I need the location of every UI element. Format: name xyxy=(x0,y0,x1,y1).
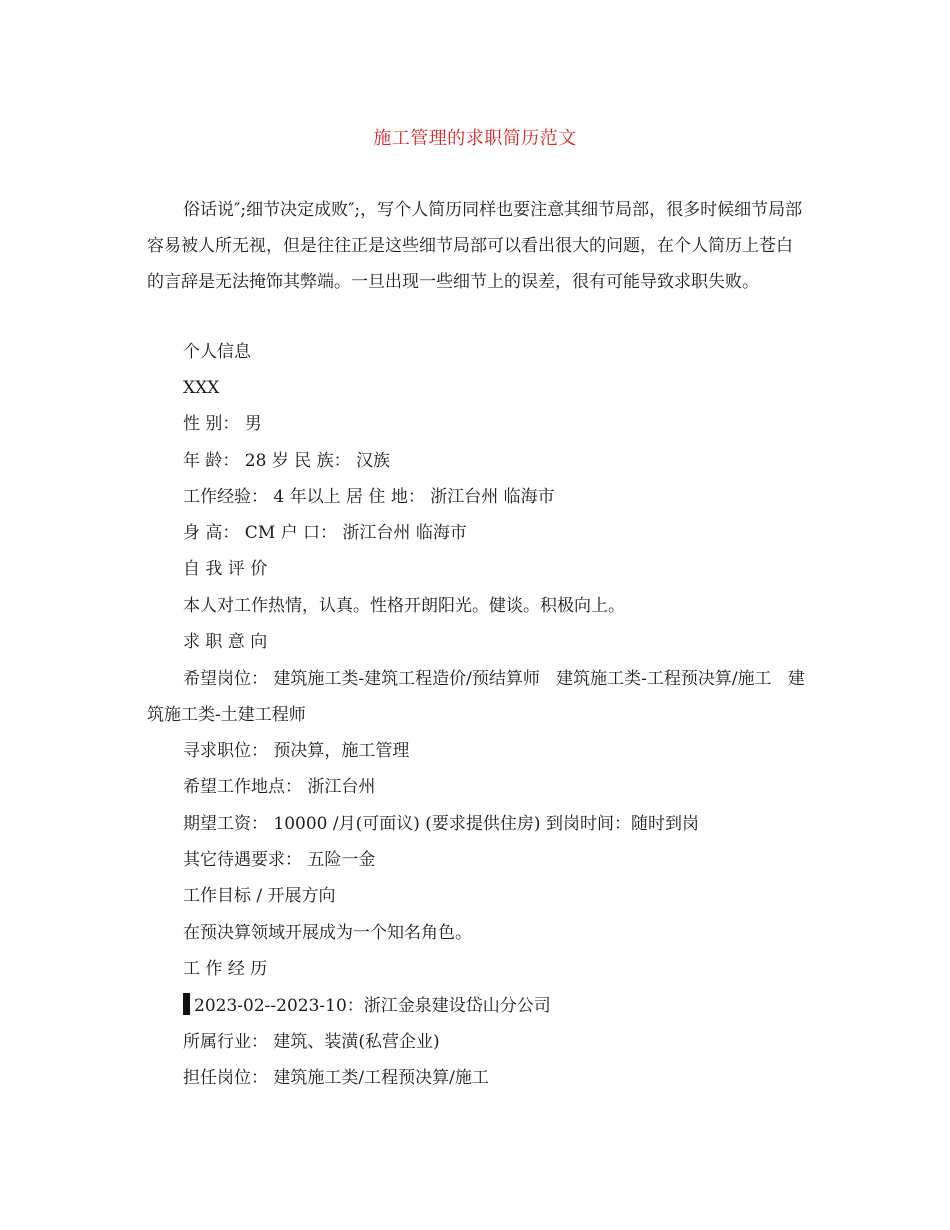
experience-line: 工作经验： 4 年以上 居 住 地： 浙江台州 临海市 xyxy=(183,487,555,507)
job1-position: 担任岗位： 建筑施工类/工程预决算/施工 xyxy=(183,1068,489,1088)
height-line: 身 高： CM 户 口： 浙江台州 临海市 xyxy=(183,523,467,543)
intro-paragraph: 俗话说″;细节决定成败″;，写个人简历同样也要注意其细节局部，很多时候细节局部容易被人所无视，但是往往正是这些细节局部可以看出很大的问题，在个人简历上苍白的言辞是无法掩饰其弊端。一旦出现一些细节上的误差，很有可能导致求职失败。 xyxy=(147,200,803,292)
age-line: 年 龄： 28 岁 民 族： 汉族 xyxy=(183,451,391,471)
section-marker-bar xyxy=(183,993,190,1015)
gender-line: 性 别： 男 xyxy=(183,414,262,434)
work-heading: 工 作 经 历 xyxy=(183,959,268,979)
seeking-line: 寻求职位： 预决算，施工管理 xyxy=(183,741,410,761)
job1-period: 2023-02--2023-10：浙江金泉建设岱山分公司 xyxy=(194,996,551,1016)
personal-info-heading: 个人信息 xyxy=(183,342,251,362)
goal-heading: 工作目标 / 开展方向 xyxy=(183,886,336,906)
desired-positions: 希望岗位： 建筑施工类-建筑工程造价/预结算师 建筑施工类-工程预决算/施工 建筑施工类-土建工程师 xyxy=(147,669,805,725)
benefits-line: 其它待遇要求： 五险一金 xyxy=(183,850,376,870)
self-eval-heading: 自 我 评 价 xyxy=(183,559,268,579)
salary-line: 期望工资： 10000 /月(可面议) (要求提供住房) 到岗时间：随时到岗 xyxy=(183,814,699,834)
job1-industry: 所属行业： 建筑、装潢(私营企业) xyxy=(183,1032,440,1052)
name-line: XXX xyxy=(183,378,220,398)
document-title: 施工管理的求职简历范文 xyxy=(373,128,577,149)
job1-period-line xyxy=(183,993,551,1018)
location-line: 希望工作地点： 浙江台州 xyxy=(183,777,376,797)
intent-heading: 求 职 意 向 xyxy=(183,632,268,652)
goal-text: 在预决算领域开展成为一个知名角色。 xyxy=(183,923,472,943)
self-eval-text: 本人对工作热情，认真。性格开朗阳光。健谈。积极向上。 xyxy=(183,596,625,616)
